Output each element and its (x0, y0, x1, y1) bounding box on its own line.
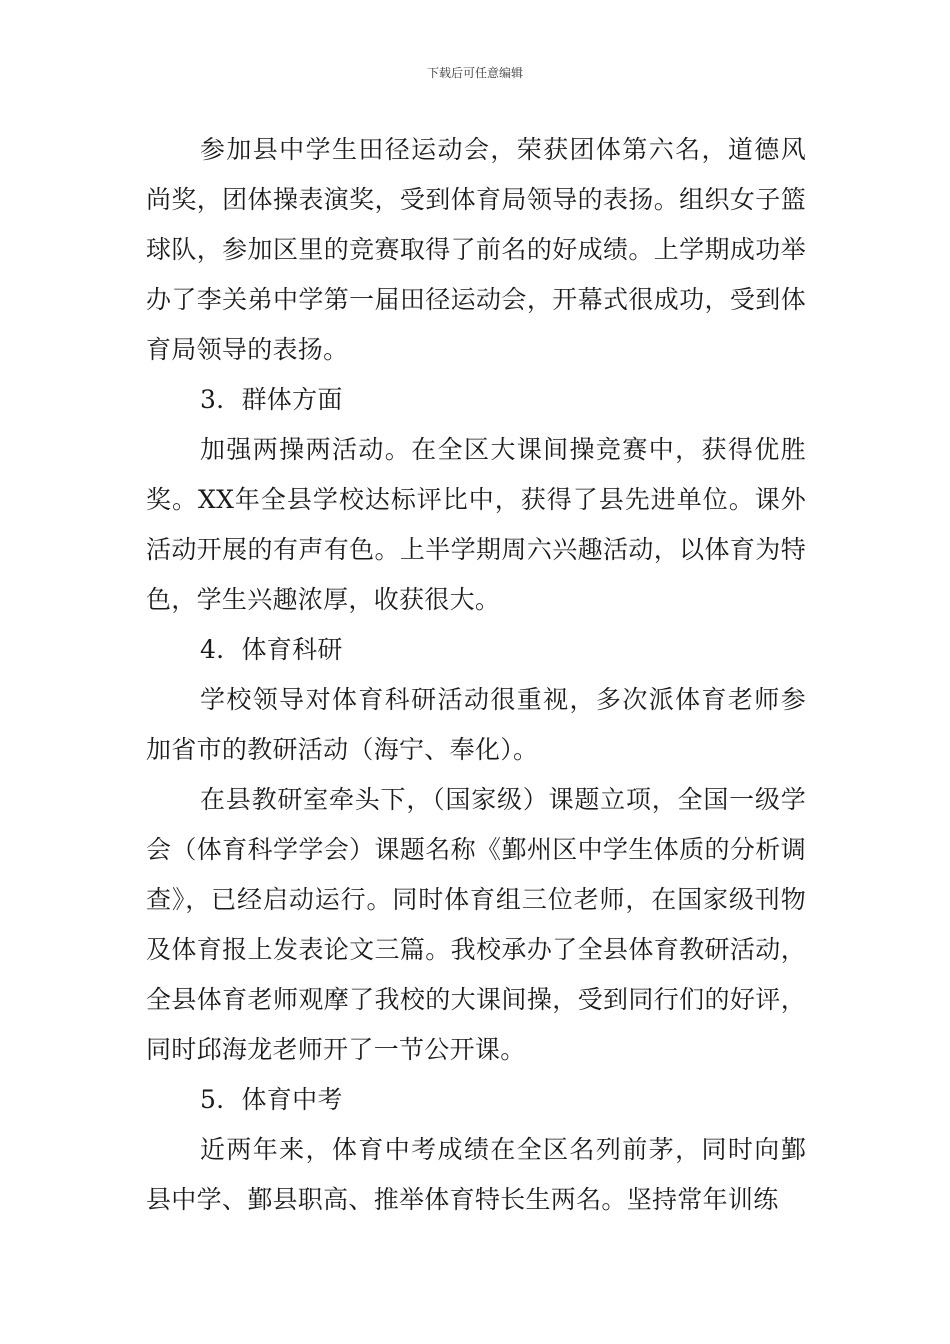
page-header-note: 下载后可任意编辑 (426, 66, 523, 80)
paragraph-research-leadership: 学校领导对体育科研活动很重视，多次派体育老师参加省市的教研活动（海宁、奉化）。 (146, 685, 806, 764)
section-heading-pe-exam: 5．体育中考 (200, 1085, 343, 1114)
paragraph-group-activities: 加强两操两活动。在全区大课间操竞赛中，获得优胜奖。XX年全县学校达标评比中，获得了县先进单位。课外活动开展的有声有色。上半学期周六兴趣活动，以体育为特色，学生兴趣浓厚，收获很大。 (146, 435, 806, 614)
paragraph-research-project: 在县教研室牵头下，（国家级）课题立项，全国一级学会（体育科学学会）课题名称《鄞州区中学生体质的分析调查》，已经启动运行。同时体育组三位老师，在国家级刊物及体育报上发表论文三篇。我校承办了全县体育教研活动，全县体育老师观摩了我校的大课间操，受到同行们的好评，同时邱海龙老师开了一节公开课。 (146, 785, 806, 1064)
paragraph-track-meet: 参加县中学生田径运动会，荣获团体第六名，道德风尚奖，团体操表演奖，受到体育局领导的表扬。组织女子篮球队，参加区里的竞赛取得了前名的好成绩。上学期成功举办了李关弟中学第一届田径运动会，开幕式很成功，受到体育局领导的表扬。 (146, 135, 806, 364)
document-body (146, 125, 806, 1225)
paragraph-pe-exam: 近两年来，体育中考成绩在全区名列前茅，同时向鄞县中学、鄞县职高、推举体育特长生两名。坚持常年训练 (146, 1135, 806, 1214)
section-heading-pe-research: 4．体育科研 (200, 635, 343, 664)
section-heading-group-activities: 3．群体方面 (200, 385, 343, 414)
